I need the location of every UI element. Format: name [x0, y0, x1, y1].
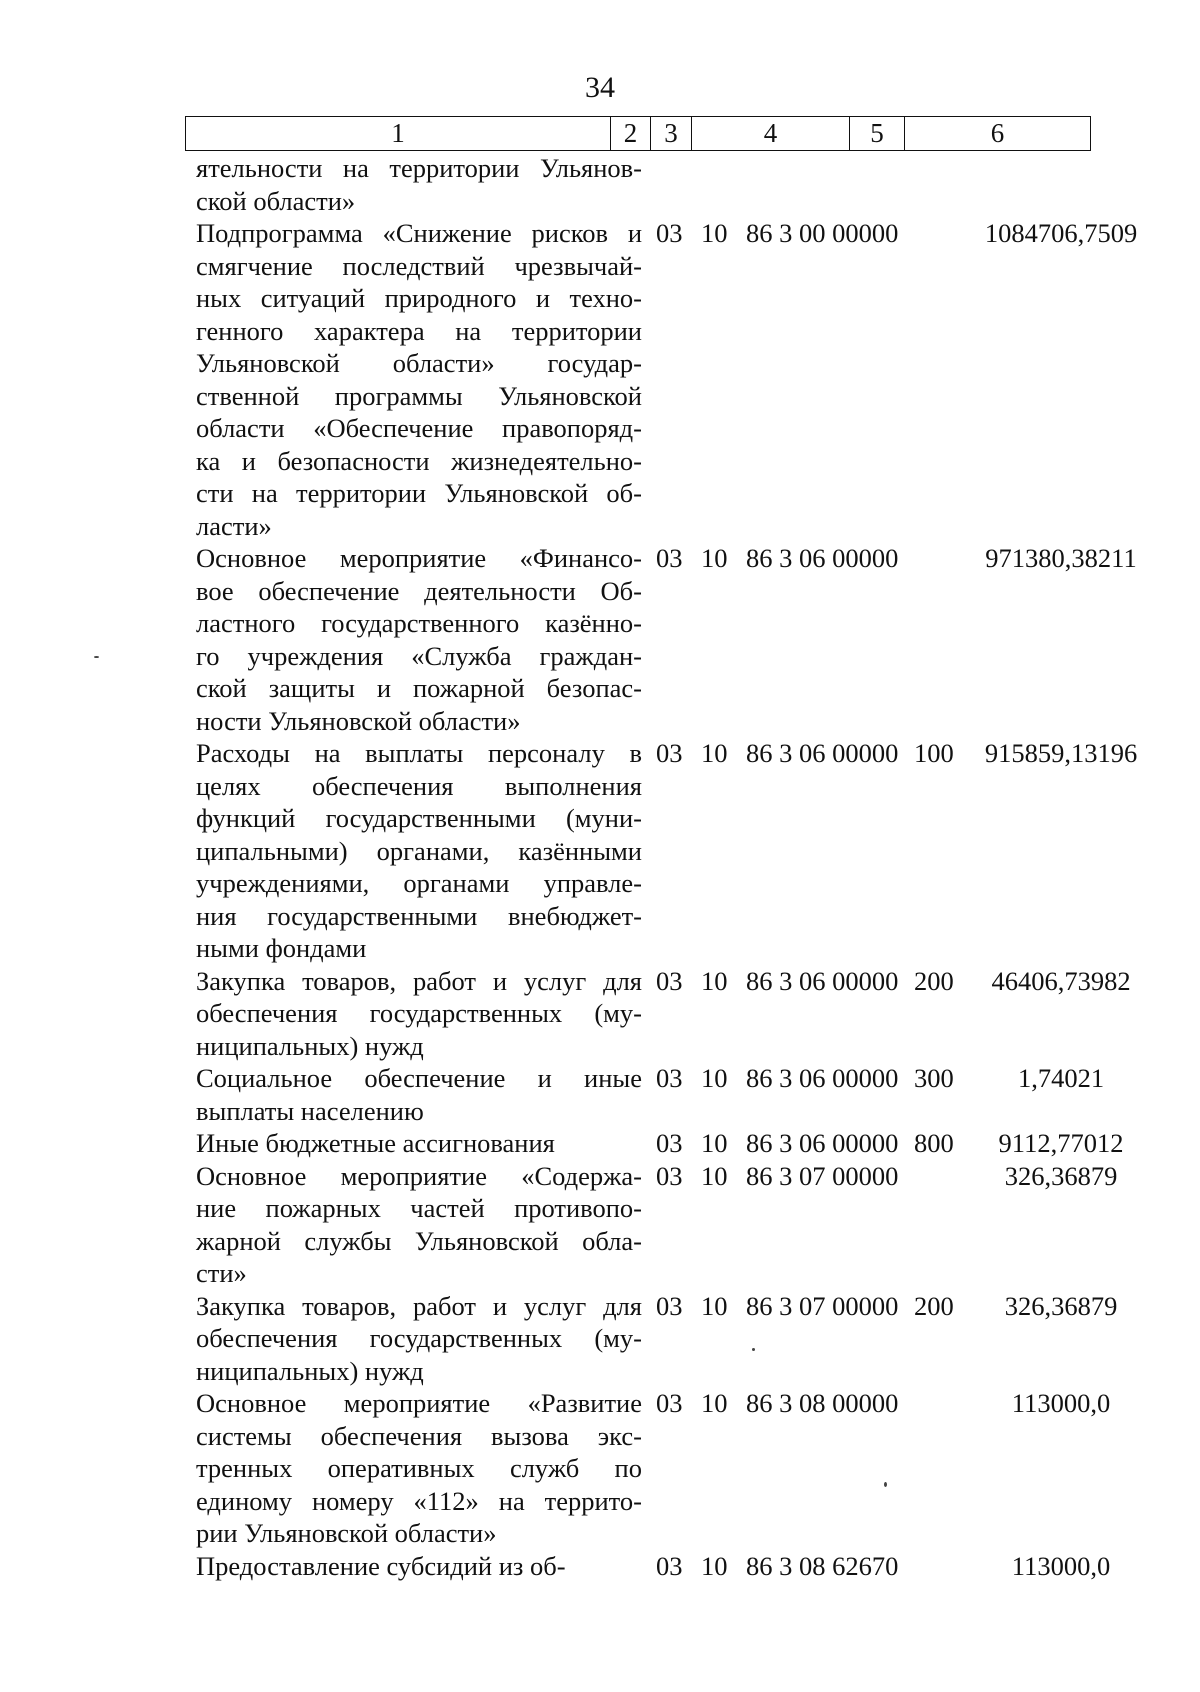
col-3-value: 10: [701, 1063, 728, 1093]
col-5-value: 200: [914, 1290, 954, 1321]
row-description: [196, 1062, 642, 1127]
col-4-value: 86 3 06 00000: [746, 1128, 899, 1158]
description-line: жарной службы Ульяновской обла-: [196, 1225, 642, 1256]
col-3-value: 10: [701, 1290, 728, 1321]
table-row: [196, 217, 1176, 542]
col-3-value: 10: [701, 543, 728, 573]
col-5-value: 100: [914, 738, 954, 768]
col-4-value: 86 3 06 00000: [746, 1063, 899, 1093]
description-line: Иные бюджетные ассигнования: [196, 1128, 555, 1158]
table-row: [196, 1160, 1176, 1290]
col-6-value: 326,36879: [1004, 1160, 1118, 1191]
description-line: ласти»: [196, 510, 272, 541]
description-line: Основное мероприятие «Содержа-: [196, 1160, 642, 1191]
table-row: [196, 542, 1176, 737]
col-4-value: 86 3 08 62670: [746, 1550, 899, 1581]
description-line: сти на территории Ульяновской об-: [196, 478, 642, 508]
row-description: [196, 1290, 642, 1388]
description-line: ской защиты и пожарной безопас-: [196, 673, 642, 703]
description-line: единому номеру «112» на террито-: [196, 1485, 642, 1516]
description-line: целях обеспечения выполнения: [196, 770, 642, 801]
table-row: [196, 737, 1176, 965]
description-line: ской области»: [196, 185, 356, 216]
col-6-value: 915859,13196: [984, 738, 1138, 768]
col-4-value: 86 3 07 00000: [746, 1290, 899, 1321]
description-line: рии Ульяновской области»: [196, 1518, 497, 1548]
description-line: ятельности на территории Ульянов-: [196, 153, 642, 183]
header-col-5: 5: [850, 117, 905, 150]
header-col-3: 3: [651, 117, 692, 150]
col-4-value: 86 3 06 00000: [746, 965, 899, 996]
description-line: смягчение последствий чрезвычай-: [196, 250, 642, 281]
col-4-value: 86 3 08 00000: [746, 1388, 899, 1418]
col-3-value: 10: [701, 1388, 728, 1418]
description-line: ние пожарных частей противопо-: [196, 1193, 642, 1223]
table-row: [196, 1387, 1176, 1550]
row-description: [196, 1387, 642, 1550]
table-body: [196, 152, 1176, 1582]
description-line: Основное мероприятие «Развитие: [196, 1388, 642, 1418]
col-3-value: 10: [701, 1550, 728, 1581]
description-line: ными фондами: [196, 933, 367, 963]
row-description: [196, 737, 642, 965]
col-3-value: 10: [701, 218, 728, 248]
col-6-value: 326,36879: [1004, 1290, 1118, 1321]
description-line: генного характера на территории: [196, 315, 642, 346]
description-line: ка и безопасности жизнедеятельно-: [196, 445, 642, 476]
col-3-value: 10: [701, 738, 728, 768]
table-header: [185, 116, 1091, 151]
col-2-value: 03: [656, 1063, 683, 1093]
description-line: ниципальных) нужд: [196, 1030, 424, 1061]
row-description: [196, 217, 642, 542]
description-line: сти»: [196, 1258, 247, 1288]
description-line: системы обеспечения вызова экс-: [196, 1420, 642, 1451]
table-row: [196, 1062, 1176, 1127]
description-line: ных ситуаций природного и техно-: [196, 283, 642, 313]
col-5-value: 200: [914, 965, 954, 996]
description-line: Закупка товаров, работ и услуг для: [196, 965, 642, 996]
col-2-value: 03: [656, 1290, 683, 1321]
col-4-value: 86 3 00 00000: [746, 218, 899, 248]
description-line: функций государственными (муни-: [196, 803, 642, 833]
description-line: ности Ульяновской области»: [196, 705, 521, 736]
description-line: Основное мероприятие «Финансо-: [196, 543, 642, 573]
col-3-value: 10: [701, 1128, 728, 1158]
header-col-1: 1: [186, 117, 611, 150]
col-6-value: 113000,0: [1011, 1550, 1111, 1581]
col-6-value: 1,74021: [1017, 1063, 1105, 1093]
row-description: [196, 1127, 642, 1160]
description-line: обеспечения государственных (му-: [196, 998, 642, 1028]
description-line: вое обеспечение деятельности Об-: [196, 575, 642, 606]
description-line: го учреждения «Служба граждан-: [196, 640, 642, 671]
description-line: обеспечения государственных (му-: [196, 1323, 642, 1353]
description-line: Расходы на выплаты персоналу в: [196, 738, 642, 768]
description-line: Предоставление субсидий из об-: [196, 1550, 566, 1581]
row-description: [196, 152, 642, 217]
scan-speck: [884, 1482, 887, 1487]
col-2-value: 03: [656, 1550, 683, 1581]
description-line: ципальными) органами, казёнными: [196, 835, 642, 866]
table-row: [196, 152, 1176, 217]
scan-speck: [94, 656, 99, 658]
col-2-value: 03: [656, 543, 683, 573]
col-3-value: 10: [701, 965, 728, 996]
description-line: Ульяновской области» государ-: [196, 348, 642, 378]
scan-speck: [752, 1348, 755, 1351]
col-4-value: 86 3 07 00000: [746, 1160, 899, 1191]
header-col-2: 2: [611, 117, 651, 150]
description-line: ственной программы Ульяновской: [196, 380, 642, 411]
description-line: тренных оперативных служб по: [196, 1453, 642, 1483]
description-line: ластного государственного казённо-: [196, 608, 642, 638]
col-2-value: 03: [656, 1388, 683, 1418]
description-line: Социальное обеспечение и иные: [196, 1063, 642, 1093]
description-line: выплаты населению: [196, 1095, 424, 1126]
description-line: Подпрограмма «Снижение рисков и: [196, 218, 642, 248]
col-3-value: 10: [701, 1160, 728, 1191]
description-line: области «Обеспечение правопоряд-: [196, 413, 642, 443]
col-5-value: 300: [914, 1063, 954, 1093]
table-row: [196, 1550, 1176, 1583]
col-6-value: 1084706,7509: [984, 218, 1138, 248]
col-4-value: 86 3 06 00000: [746, 543, 899, 573]
row-description: [196, 542, 642, 737]
col-6-value: 9112,77012: [998, 1128, 1124, 1158]
col-2-value: 03: [656, 1128, 683, 1158]
col-2-value: 03: [656, 218, 683, 248]
table-row: [196, 1127, 1176, 1160]
col-5-value: 800: [914, 1128, 954, 1158]
row-description: [196, 1160, 642, 1290]
col-6-value: 971380,38211: [985, 543, 1137, 573]
description-line: учреждениями, органами управле-: [196, 868, 642, 898]
col-2-value: 03: [656, 738, 683, 768]
col-6-value: 46406,73982: [991, 965, 1131, 996]
description-line: ниципальных) нужд: [196, 1355, 424, 1386]
table-row: [196, 965, 1176, 1063]
col-2-value: 03: [656, 1160, 683, 1191]
col-6-value: 113000,0: [1011, 1388, 1111, 1418]
row-description: [196, 965, 642, 1063]
header-col-6: 6: [990, 118, 1005, 148]
header-col-4: 4: [692, 117, 850, 150]
col-2-value: 03: [656, 965, 683, 996]
col-4-value: 86 3 06 00000: [746, 738, 899, 768]
page-number: 34: [585, 71, 615, 104]
table-row: [196, 1290, 1176, 1388]
description-line: Закупка товаров, работ и услуг для: [196, 1290, 642, 1321]
row-description: [196, 1550, 642, 1583]
description-line: ния государственными внебюджет-: [196, 900, 642, 931]
